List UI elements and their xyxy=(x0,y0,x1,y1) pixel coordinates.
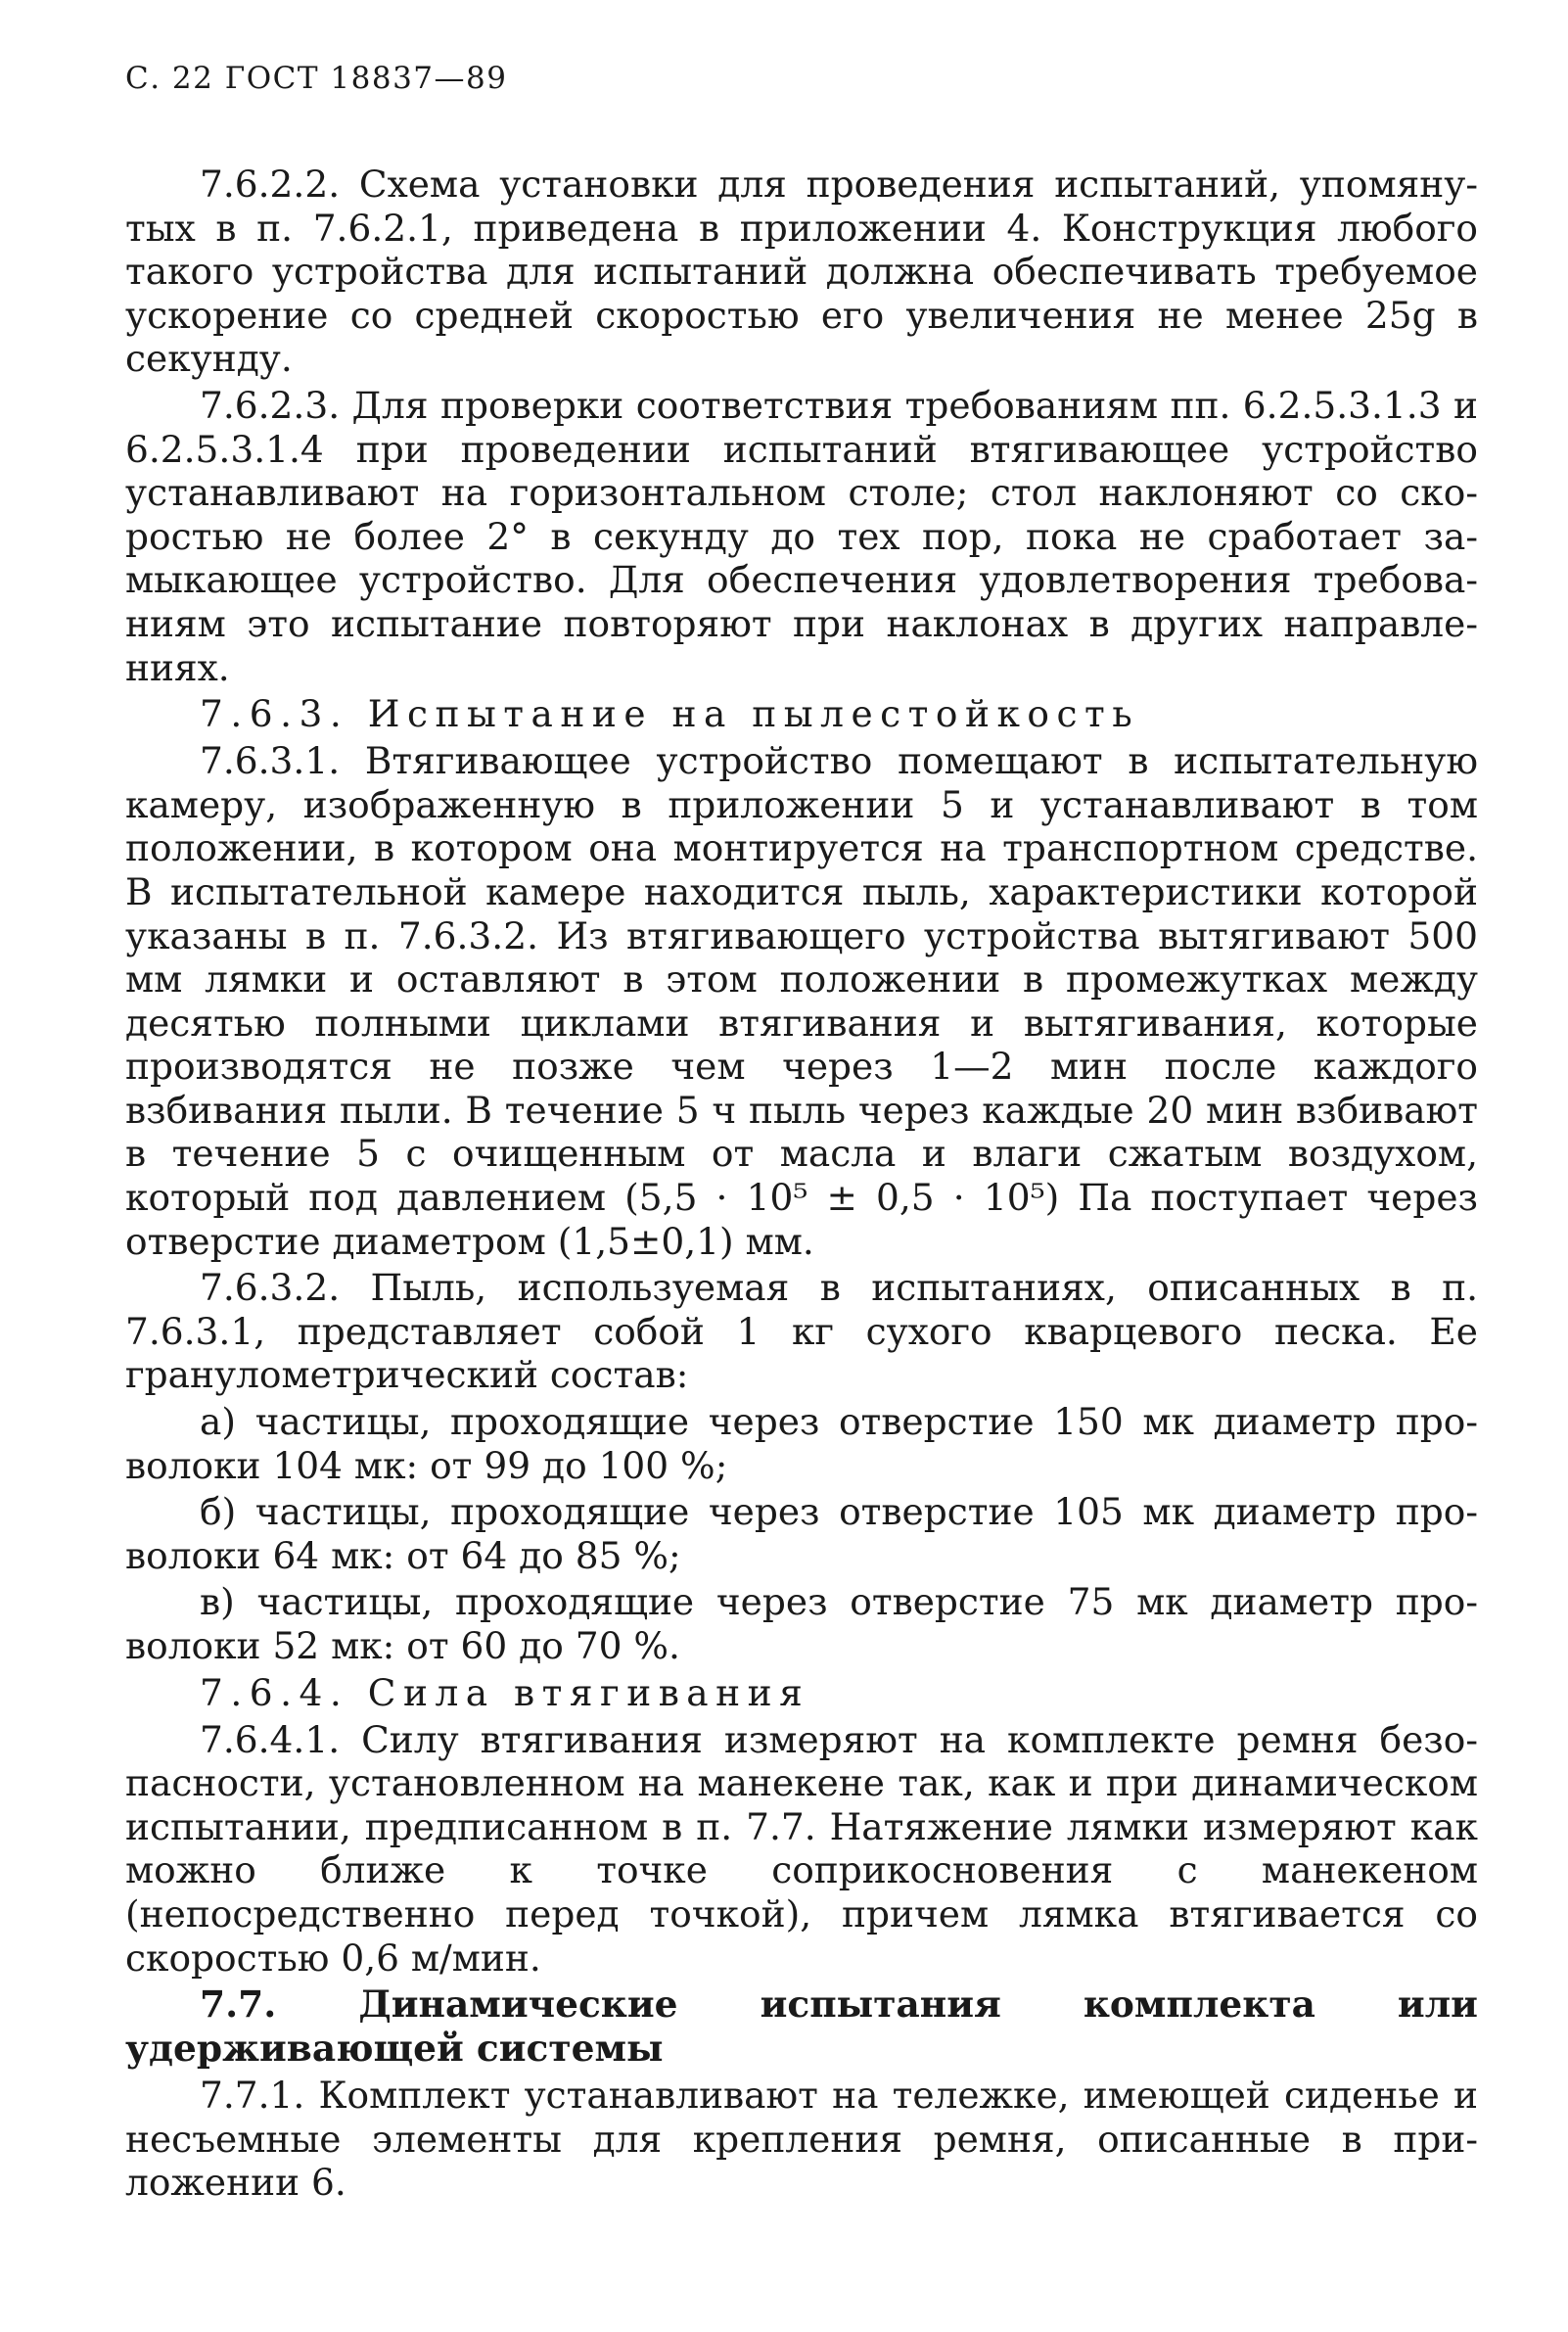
list-item-a: а) частицы, проходящие через отверстие 150 мк диаметр проволоки 104 мк: от 99 до 100 %; xyxy=(125,1400,1478,1487)
paragraph-7-6-2-2: 7.6.2.2. Схема установки для проведения испытаний, упомянутых в п. 7.6.2.1, приведена в приложении 4. Конструкция любого такого устройства для испытаний должна обеспечивать требуемое ускорение со средней скоростью его увеличения не менее 25g в секунду. xyxy=(125,163,1478,381)
list-item-b: б) частицы, проходящие через отверстие 105 мк диаметр проволоки 64 мк: от 64 до 85 %; xyxy=(125,1490,1478,1577)
heading-7-7: 7.7. Динамические испытания комплекта или удерживающей системы xyxy=(125,1982,1478,2071)
paragraph-7-7-1: 7.7.1. Комплект устанавливают на тележке, имеющей сиденье и несъемные элементы для крепления ремня, описанные в приложении 6. xyxy=(125,2074,1478,2205)
paragraph-7-6-3-1: 7.6.3.1. Втягивающее устройство помещают в испытательную камеру, изображенную в приложении 5 и устанавливают в том положении, в котором она монтируется на транспортном средстве. В испытательной камере находится пыль, характеристики которой указаны в п. 7.6.3.2. Из втягивающего устройства вытягивают 500 мм лямки и оставляют в этом положении в промежутках между десятью полными циклами втягивания и вытягивания, которые производятся не позже чем через 1—2 мин после каждого взбивания пыли. В течение 5 ч пыль через каждые 20 мин взбивают в течение 5 с очищенным от масла и влаги сжатым воздухом, который под давлением (5,5 · 10⁵ ± 0,5 · 10⁵) Па поступает через отверстие диаметром (1,5±0,1) мм. xyxy=(125,739,1478,1263)
document-page xyxy=(125,59,1478,2208)
paragraph-7-6-4-1: 7.6.4.1. Силу втягивания измеряют на комплекте ремня безопасности, установленном на манекене так, как и при динамическом испытании, предписанном в п. 7.7. Натяжение лямки измеряют как можно ближе к точке соприкосновения с манекеном (непосредственно перед точкой), причем лямка втягивается со скоростью 0,6 м/мин. xyxy=(125,1717,1478,1980)
page-header: С. 22 ГОСТ 18837—89 xyxy=(125,61,508,96)
list-item-v: в) частицы, проходящие через отверстие 75 мк диаметр проволоки 52 мк: от 60 до 70 %. xyxy=(125,1580,1478,1667)
paragraph-7-6-3-2: 7.6.3.2. Пыль, используемая в испытаниях, описанных в п. 7.6.3.1, представляет собой 1 кг сухого кварцевого песка. Ее гранулометрический состав: xyxy=(125,1266,1478,1397)
heading-7-6-4: 7.6.4. Сила втягивания xyxy=(200,1670,810,1714)
heading-7-6-3: 7.6.3. Испытание на пылестойкость xyxy=(200,692,1140,736)
paragraph-7-6-2-3: 7.6.2.3. Для проверки соответствия требованиям пп. 6.2.5.3.1.3 и 6.2.5.3.1.4 при проведении испытаний втягивающее устройство устанавливают на горизонтальном столе; стол наклоняют со скоростью не более 2° в секунду до тех пор, пока не сработает замыкающее устройство. Для обеспечения удовлетворения требованиям это испытание повторяют при наклонах в других направлениях. xyxy=(125,383,1478,689)
